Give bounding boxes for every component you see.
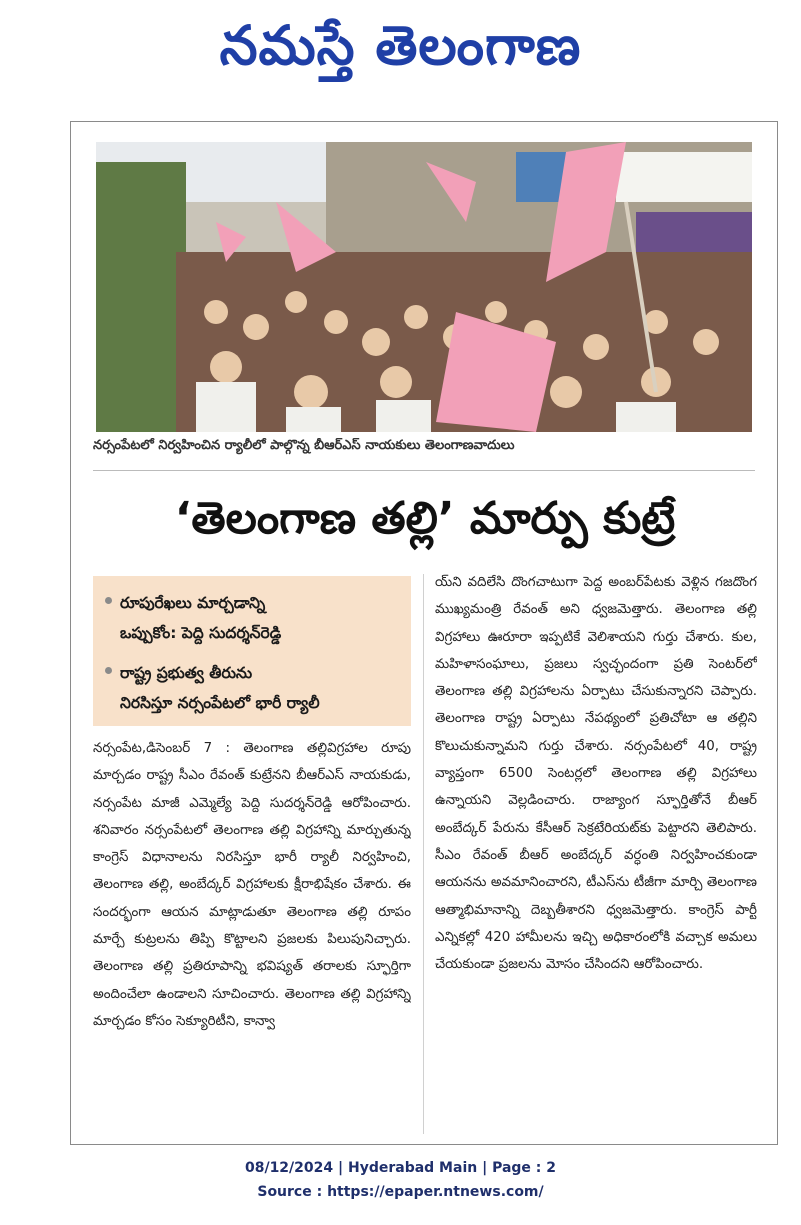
edition-info: 08/12/2024 | Hyderabad Main | Page : 2: [244, 1160, 557, 1176]
highlight-text: రూపురేఖలు మార్చడాన్ని ఒప్పుకోం: పెద్ది సుదర్శన్‌రెడ్డి: [120, 594, 282, 642]
photo-caption: నర్సంపేటలో నిర్వహించిన ర్యాలీలో పాల్గొన్న బీఆర్ఎస్ నాయకులు తెలంగాణవాదులు: [93, 438, 515, 453]
highlight-text: రాష్ట్ర ప్రభుత్వ తీరును నిరసిస్తూ నర్సంపేటలో భారీ ర్యాలీ: [120, 664, 320, 712]
bullet-icon: [105, 597, 112, 604]
article-body-right-column: య్‌ని వదిలేసి దొంగచాటుగా పెద్ద అంబర్‌పేటకు వెళ్లిన గజదొంగ ముఖ్యమంత్రి రేవంత్ అని ధ్వజమెత్తారు. తెలంగాణ తల్లి విగ్రహాలు ఊరూరా ఇప్పటికే వెలిశాయని గుర్తు చేశారు. కుల, మహిళాసంఘాలు, ప్రజలు స్వచ్ఛందంగా ప్రతి సెంటర్‌లో తెలంగాణ తల్లి విగ్రహాలను ఏర్పాటు చేసుకున్నారని చెప్పారు. తెలంగాణ రాష్ట్ర ఏర్పాటు నేపథ్యంలో ప్రతిచోటా ఆ తల్లిని కొలుచుకున్నామని గుర్తు చేశారు. నర్సంపేటలో 40, రాష్ట్ర వ్యాప్తంగా 6500 సెంటర్లలో తెలంగాణ తల్లి విగ్రహాలు ఉన్నాయని వెల్లడించారు. రాజ్యాంగ స్ఫూర్తితోనే బీఆర్ అంబేద్కర్ పేరును కేసీఆర్ సెక్రటేరియట్‌కు పెట్టారని తెలిపారు. సీఎం రేవంత్ బీఆర్ అంబేద్కర్ వర్ధంతి నిర్వహించకుండా ఆయనను అవమానించారని, టీఎస్‌ను టీజీగా మార్చి తెలంగాణ ఆత్మాభిమానాన్ని దెబ్బతీశారని ధ్వజమెత్తారు. కాంగ్రెస్ పార్టీ ఎన్నికల్లో 420 హామీలను ఇచ్చి అధికారంలోకి వచ్చాక అమలు చేయకుండా ప్రజలను మోసం చేసిందని ఆరోపించారు.: [435, 575, 757, 973]
highlights-box: [93, 576, 411, 726]
source-link[interactable]: Source : https://epaper.ntnews.com/: [257, 1184, 544, 1200]
newspaper-masthead: నమస్తే తెలంగాణ: [219, 14, 582, 77]
highlight-item: [105, 588, 401, 648]
article-body-left-column: నర్సంపేట,డిసెంబర్ 7 : తెలంగాణ తల్లివిగ్రహాల రూపు మార్చడం రాష్ట్ర సీఎం రేవంత్ కుట్రేనని బీఆర్ఎస్ నాయకుడు, నర్సంపేట మాజీ ఎమ్మెల్యే పెద్ది సుదర్శన్‌రెడ్డి ఆరోపించారు. శనివారం నర్సంపేటలో తెలంగాణ తల్లి విగ్రహాన్ని మార్చుతున్న కాంగ్రెస్ విధానాలను నిరసిస్తూ భారీ ర్యాలీ నిర్వహించి, తెలంగాణ తల్లి, అంబేద్కర్ విగ్రహాలకు క్షీరాభిషేకం చేశారు. ఈ సందర్భంగా ఆయన మాట్లాడుతూ తెలంగాణ తల్లి రూపం మార్చే కుట్రలను తిప్పి కొట్టాలని ప్రజలకు పిలుపునిచ్చారు. తెలంగాణ తల్లి ప్రతిరూపాన్ని భవిష్యత్ తరాలకు స్ఫూర్తిగా అందించేలా ఉండాలని సూచించారు. తెలంగాణ తల్లి విగ్రహాన్ని మార్చడం కోసం సెక్యూరిటీని, కాన్వా: [93, 741, 411, 1029]
bullet-icon: [105, 667, 112, 674]
caption-divider: [93, 470, 755, 471]
article-clipping: [70, 121, 778, 1145]
highlight-item: [105, 658, 401, 718]
article-headline: ‘తెలంగాణ తల్లి’ మార్పు కుట్రే: [174, 493, 676, 544]
column-divider: [423, 574, 424, 1134]
rally-photo: [96, 142, 752, 432]
